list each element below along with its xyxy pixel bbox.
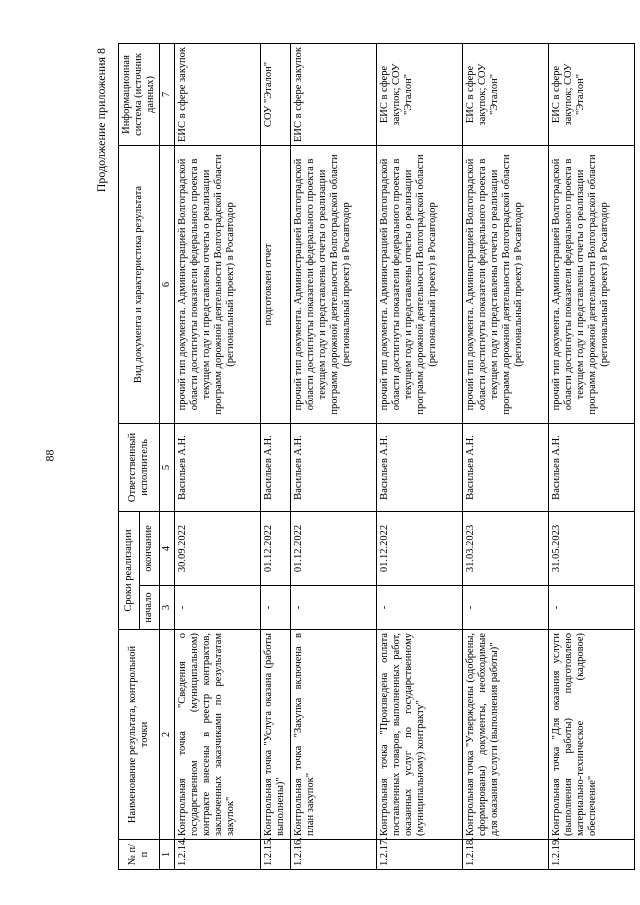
end-date: 01.12.2022 [377,511,463,585]
header-name: Наименование результата, контрольной точки [119,630,160,840]
responsible-person: Васильев А.Н. [175,423,261,511]
table-row [261,43,291,869]
header-terms: Сроки реализации [119,511,140,629]
end-date: 01.12.2022 [261,511,291,585]
responsible-person: Васильев А.Н. [291,423,377,511]
information-system: ЕИС в сфере закупок; СОУ "Эталон" [549,43,635,145]
row-number: 1.2.18. [463,840,549,870]
end-date: 31.03.2023 [463,511,549,585]
table-row [549,43,635,869]
start-date: - [261,586,291,630]
column-number: 1 [160,840,175,870]
row-number: 1.2.14. [175,840,261,870]
information-system: ЕИС в сфере закупок; СОУ "Эталон" [377,43,463,145]
results-table [118,43,635,870]
result-name: Контрольная точка "Услуга оказана (работы выполнены)" [261,630,291,840]
header-doc: Вид документа и характеристика результата [119,145,160,423]
end-date: 31.05.2023 [549,511,635,585]
document-description: прочий тип документа. Администрацией Волгоградской области достигнуты показатели федерального проекта в текущем году и представлены отчеты о реализации программ дорожной деятельности Волгоградской области (региональный проект) в Росавтодор [549,145,635,423]
table-row [291,43,377,869]
information-system: ЕИС в сфере закупок; СОУ "Эталон" [463,43,549,145]
end-date: 01.12.2022 [291,511,377,585]
information-system: СОУ "Эталон" [261,43,291,145]
document-description: прочий тип документа. Администрацией Волгоградской области достигнуты показатели федерального проекта в текущем году и представлены отчеты о реализации программ дорожной деятельности Волгоградской области (региональный проект) в Росавтодор [463,145,549,423]
continuation-title: Продолжение приложения 8 [94,48,108,193]
result-name: Контрольная точка "Утверждены (одобрены, сформированы) документы, необходимые для оказания услуги (выполнения работы)" [463,630,549,840]
header-row [119,43,140,869]
start-date: - [377,586,463,630]
column-number: 5 [160,423,175,511]
header-num: № п/п [119,840,160,870]
document-description: подготовлен отчет [261,145,291,423]
header-system: Информационная система (источник данных) [119,43,160,145]
responsible-person: Васильев А.Н. [261,423,291,511]
table-row [463,43,549,869]
header-start: начало [139,586,160,630]
column-number: 2 [160,630,175,840]
start-date: - [463,586,549,630]
responsible-person: Васильев А.Н. [549,423,635,511]
column-number: 4 [160,511,175,585]
header-end: окончание [139,511,160,585]
result-name: Контрольная точка "Закупка включена в план закупок" [291,630,377,840]
information-system: ЕИС в сфере закупок [291,43,377,145]
result-name: Контрольная точка "Произведена оплата поставленных товаров, выполненных работ, оказанных услуг по государственному (муниципальному) контракту" [377,630,463,840]
responsible-person: Васильев А.Н. [463,423,549,511]
column-number-row [160,43,175,869]
information-system: ЕИС в сфере закупок [175,43,261,145]
start-date: - [549,586,635,630]
result-name: Контрольная точка "Для оказания услуги (выполнения работы) подготовлено материально-техническое (кадровое) обеспечение" [549,630,635,840]
rotated-sheet [92,40,610,870]
row-number: 1.2.15. [261,840,291,870]
result-name: Контрольная точка "Сведения о государственном (муниципальном) контракте внесены в реестр контрактов, заключенных заказчиками по результатам закупок" [175,630,261,840]
document-description: прочий тип документа. Администрацией Волгоградской области достигнуты показатели федерального проекта в текущем году и представлены отчеты о реализации программ дорожной деятельности Волгоградской области (региональный проект) в Росавтодор [291,145,377,423]
column-number: 6 [160,145,175,423]
responsible-person: Васильев А.Н. [377,423,463,511]
document-description: прочий тип документа. Администрацией Волгоградской области достигнуты показатели федерального проекта в текущем году и представлены отчеты о реализации программ дорожной деятельности Волгоградской области (региональный проект) в Росавтодор [377,145,463,423]
start-date: - [291,586,377,630]
column-number: 3 [160,586,175,630]
row-number: 1.2.17. [377,840,463,870]
table-row [377,43,463,869]
column-number: 7 [160,43,175,145]
document-description: прочий тип документа. Администрацией Волгоградской области достигнуты показатели федерального проекта в текущем году и представлены отчеты о реализации программ дорожной деятельности Волгоградской области (региональный проект) в Росавтодор [175,145,261,423]
header-responsible: Ответственный исполнитель [119,423,160,511]
end-date: 30.09.2022 [175,511,261,585]
table-row [175,43,261,869]
row-number: 1.2.19. [549,840,635,870]
start-date: - [175,586,261,630]
row-number: 1.2.16. [291,840,377,870]
page-number: 88 [42,449,57,462]
